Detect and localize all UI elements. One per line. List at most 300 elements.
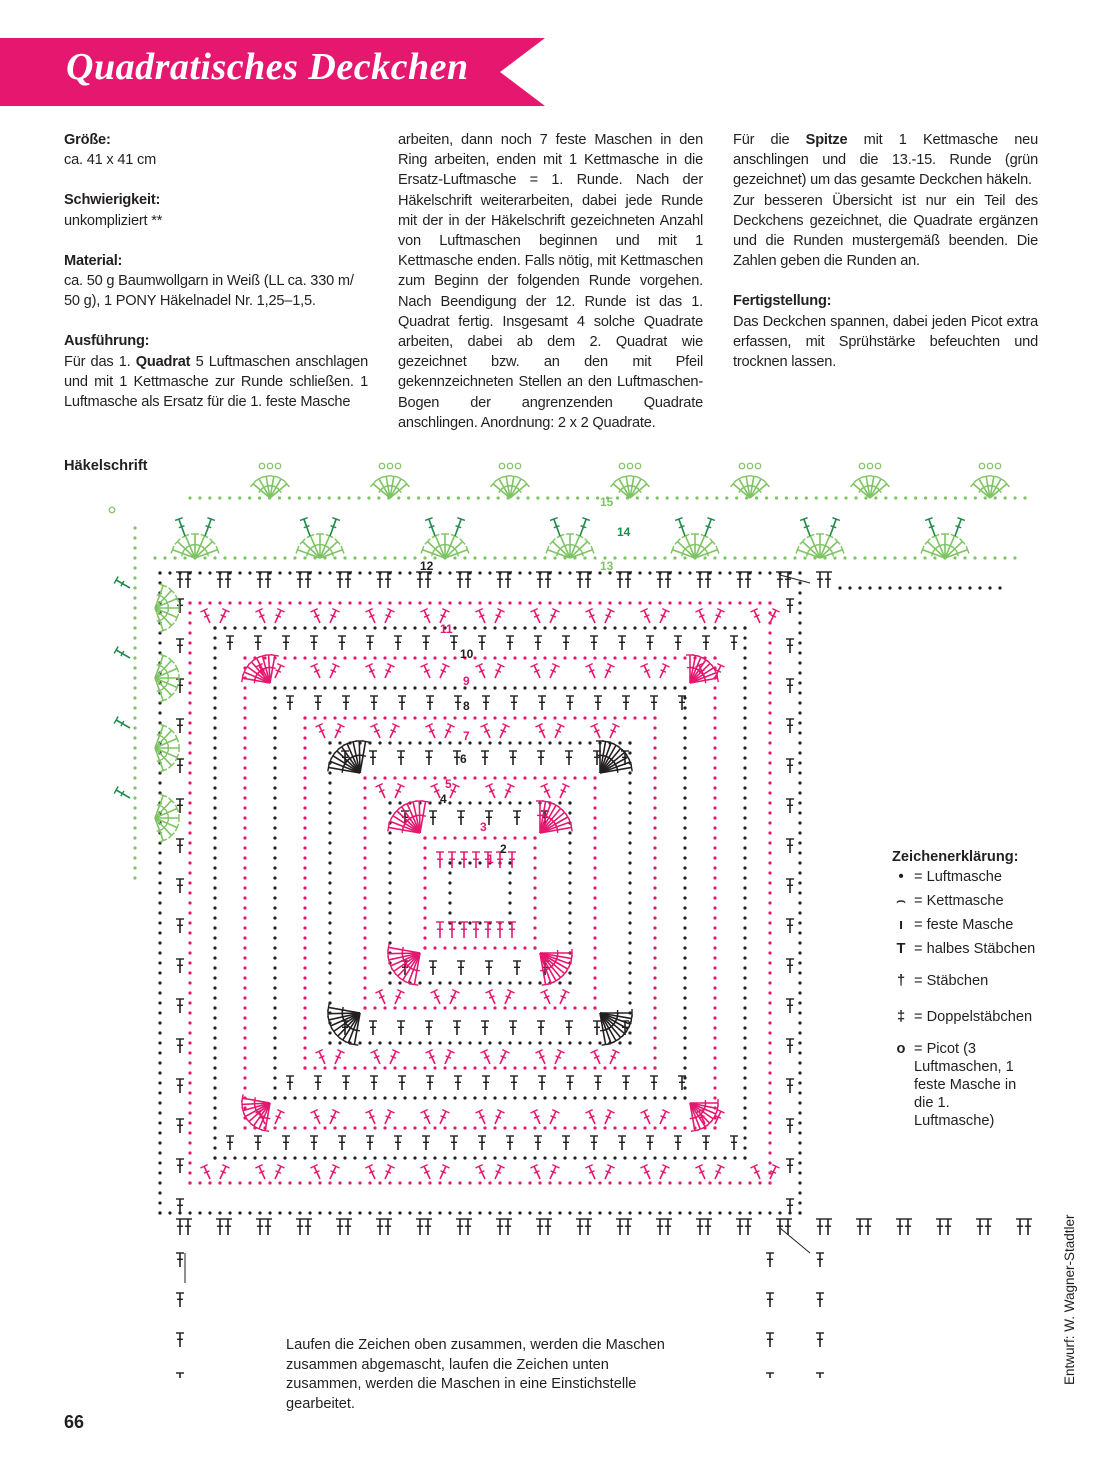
chain-dot (158, 871, 161, 874)
chain-dot (743, 836, 746, 839)
chain-dot (433, 556, 436, 559)
chain-dot (443, 656, 446, 659)
chain-dot (683, 626, 686, 629)
chain-dot (133, 836, 136, 839)
chain-dot (413, 626, 416, 629)
chain-dot (894, 496, 897, 499)
chain-dot (443, 716, 446, 719)
chain-dot (683, 1026, 686, 1029)
chain-dot (328, 1031, 331, 1034)
chain-dot (703, 556, 706, 559)
fan-stitch-top (270, 476, 278, 477)
chain-dot (453, 1126, 456, 1129)
chain-dot (713, 746, 716, 749)
chain-dot (743, 856, 746, 859)
chain-dot (533, 896, 536, 899)
chain-dot (658, 1211, 661, 1214)
chain-dot (713, 876, 716, 879)
chain-dot (333, 656, 336, 659)
chain-dot (653, 926, 656, 929)
chain-dot (423, 626, 426, 629)
round-number-14: 14 (617, 525, 631, 539)
chain-dot (768, 971, 771, 974)
chain-dot (743, 716, 746, 719)
chain-dot (273, 1056, 276, 1059)
chain-dot (798, 861, 801, 864)
chain-dot (403, 1096, 406, 1099)
chain-dot (273, 836, 276, 839)
chain-dot (273, 826, 276, 829)
chain-dot (383, 1096, 386, 1099)
chain-dot (683, 656, 686, 659)
chain-dot (388, 1181, 391, 1184)
picot-icon (499, 463, 505, 469)
chain-dot (273, 806, 276, 809)
chain-dot (393, 1156, 396, 1159)
chain-dot (653, 806, 656, 809)
chain-dot (213, 876, 216, 879)
chain-dot (363, 826, 366, 829)
text-column-2 (398, 130, 703, 433)
chain-dot (188, 621, 191, 624)
fan-stitch-bar (600, 1030, 606, 1031)
chain-dot (533, 1066, 536, 1069)
chain-dot (248, 601, 251, 604)
chain-dot (798, 1141, 801, 1144)
chain-dot (188, 601, 191, 604)
chain-dot (698, 601, 701, 604)
chain-dot (653, 686, 656, 689)
chain-dot (683, 856, 686, 859)
chain-dot (628, 901, 631, 904)
chain-dot (518, 601, 521, 604)
chain-dot (333, 1126, 336, 1129)
chain-dot (303, 886, 306, 889)
chain-dot (158, 961, 161, 964)
chain-dot (363, 716, 366, 719)
chain-dot (363, 556, 366, 559)
chain-dot (523, 1096, 526, 1099)
chain-dot (513, 1156, 516, 1159)
chain-dot (653, 1036, 656, 1039)
chain-dot (423, 926, 426, 929)
chain-dot (543, 556, 546, 559)
chain-dot (433, 1006, 436, 1009)
chain-dot (403, 1126, 406, 1129)
chain-dot (528, 741, 531, 744)
chain-dot (158, 1091, 161, 1094)
chain-dot (213, 1086, 216, 1089)
legend-title: Zeichenerklärung: (892, 849, 1019, 865)
chain-dot (713, 766, 716, 769)
chain-dot (333, 686, 336, 689)
chain-dot (213, 846, 216, 849)
chain-dot (363, 926, 366, 929)
chain-dot (328, 911, 331, 914)
chain-dot (743, 766, 746, 769)
chain-dot (523, 836, 526, 839)
chain-dot (213, 726, 216, 729)
chain-dot (188, 941, 191, 944)
chain-dot (518, 1181, 521, 1184)
chain-dot (243, 856, 246, 859)
picot-icon (267, 463, 273, 469)
chain-dot (573, 686, 576, 689)
chain-dot (448, 901, 451, 904)
chain-dot (798, 581, 801, 584)
chain-dot (363, 836, 366, 839)
chain-dot (683, 796, 686, 799)
chain-dot (798, 1101, 801, 1104)
chain-dot (443, 1156, 446, 1159)
chain-dot (188, 951, 191, 954)
chain-dot (188, 1021, 191, 1024)
chain-dot (133, 786, 136, 789)
chain-dot (653, 866, 656, 869)
chain-dot (728, 601, 731, 604)
chain-dot (568, 981, 571, 984)
chain-dot (628, 741, 631, 744)
chain-dot (373, 1006, 376, 1009)
chain-dot (188, 661, 191, 664)
chain-dot (273, 856, 276, 859)
chain-dot (743, 776, 746, 779)
chain-dot (568, 741, 571, 744)
chain-dot (923, 556, 926, 559)
chain-dot (603, 686, 606, 689)
chain-dot (768, 1011, 771, 1014)
chain-dot (238, 571, 241, 574)
chain-dot (934, 496, 937, 499)
chain-dot (288, 1211, 291, 1214)
chain-dot (743, 966, 746, 969)
chain-dot (243, 1156, 246, 1159)
chain-dot (768, 721, 771, 724)
chain-dot (653, 736, 656, 739)
chain-dot (213, 556, 216, 559)
chain-dot (498, 1211, 501, 1214)
chain-dot (743, 1046, 746, 1049)
chain-dot (874, 496, 877, 499)
chain-dot (413, 1066, 416, 1069)
chain-dot (883, 556, 886, 559)
size-heading: Größe: (64, 132, 111, 148)
chain-dot (463, 716, 466, 719)
fan-stitch-bar (682, 551, 684, 557)
chain-dot (243, 956, 246, 959)
chain-dot (914, 496, 917, 499)
chain-dot (133, 846, 136, 849)
chain-dot (468, 1041, 471, 1044)
chain-dot (403, 626, 406, 629)
picot-icon (747, 463, 753, 469)
chain-dot (673, 1156, 676, 1159)
chain-dot (363, 896, 366, 899)
chain-dot (733, 556, 736, 559)
chain-dot (243, 1006, 246, 1009)
chain-dot (363, 916, 366, 919)
chain-dot (798, 971, 801, 974)
chain-dot (158, 1141, 161, 1144)
chain-dot (683, 1156, 686, 1159)
chain-dot (656, 496, 659, 499)
chain-dot (663, 656, 666, 659)
chain-dot (243, 846, 246, 849)
chain-dot (904, 496, 907, 499)
chain-dot (683, 956, 686, 959)
fan-stitch (420, 801, 426, 833)
chain-dot (363, 976, 366, 979)
chain-dot (388, 971, 391, 974)
chain-dot (133, 856, 136, 859)
instructions-text: arbeiten, dann noch 7 feste Maschen in den Ring arbeiten, enden mit 1 Kettmasche in die Ersatz-Luftmasche = 1. Runde. Nach der Häkelschrift weiterarbeiten, dabei jede Runde mit der in der Häkelschrift gezeichneten Anzahl von Luftmaschen beginnen und mit 1 Kettmasche enden. Falls nötig, mit Kettmaschen zum Beginn der folgenden Runde vorgehen. Nach Beendigung der 12. Runde ist das 1. Quadrat fertig. Insgesamt 4 solche Quadrate arbeiten, dabei ab dem 2. Quadrat wie gezeichnet bzw. an den mit Pfeil gekennzeichneten Stellen an den Luftmaschen-Bogen der angrenzenden Quadrate anschlingen. Anordnung: 2 x 2 Quadrate. (398, 132, 703, 431)
chain-dot (844, 496, 847, 499)
chain-dot (243, 926, 246, 929)
green-stitch-bar (179, 526, 185, 528)
chain-dot (628, 881, 631, 884)
chain-dot (243, 776, 246, 779)
chain-dot (273, 996, 276, 999)
chain-dot (158, 1051, 161, 1054)
chain-dot (328, 951, 331, 954)
chain-dot (528, 1211, 531, 1214)
material-line-1: ca. 50 g Baumwollgarn in Weiß (LL ca. 330 m/ (64, 273, 354, 290)
chain-dot (373, 686, 376, 689)
chain-dot (628, 911, 631, 914)
chain-dot (798, 931, 801, 934)
chain-dot (558, 801, 561, 804)
chain-dot (663, 556, 666, 559)
chain-dot (413, 1006, 416, 1009)
fan-stitch (360, 741, 366, 773)
chain-dot (798, 681, 801, 684)
chain-dot (743, 796, 746, 799)
chain-dot (363, 626, 366, 629)
chain-dot (293, 626, 296, 629)
chain-dot (398, 571, 401, 574)
chain-dot (593, 886, 596, 889)
chain-dot (583, 1126, 586, 1129)
chain-dot (328, 801, 331, 804)
chain-dot (566, 496, 569, 499)
chain-dot (323, 626, 326, 629)
chain-dot (273, 876, 276, 879)
chain-dot (293, 1126, 296, 1129)
chain-dot (763, 556, 766, 559)
chain-dot (453, 656, 456, 659)
chain-dot (243, 736, 246, 739)
chain-dot (643, 1126, 646, 1129)
chain-dot (743, 996, 746, 999)
chain-dot (743, 826, 746, 829)
chain-dot (798, 1201, 801, 1204)
chain-dot (593, 716, 596, 719)
chain-dot (158, 951, 161, 954)
round-number-7: 7 (463, 729, 470, 743)
chain-dot (488, 741, 491, 744)
chain-dot (413, 716, 416, 719)
chain-dot (513, 686, 516, 689)
chain-dot (258, 1181, 261, 1184)
chain-dot (593, 966, 596, 969)
picot-icon (515, 463, 521, 469)
chain-dot (438, 1211, 441, 1214)
chain-dot (518, 981, 521, 984)
chain-dot (453, 626, 456, 629)
chain-dot (418, 741, 421, 744)
chain-dot (768, 1081, 771, 1084)
fan-stitch-top (390, 476, 398, 477)
fan-stitch-bar (617, 767, 618, 773)
chain-dot (628, 1041, 631, 1044)
chain-dot (538, 1181, 541, 1184)
chain-dot (208, 496, 211, 499)
chain-dot (158, 711, 161, 714)
chain-dot (768, 681, 771, 684)
chain-dot (713, 696, 716, 699)
chain-dot (133, 596, 136, 599)
chain-dot (273, 776, 276, 779)
picot-icon (379, 463, 385, 469)
chain-dot (743, 876, 746, 879)
chain-dot (453, 1066, 456, 1069)
chain-dot (173, 556, 176, 559)
chain-dot (768, 571, 771, 574)
chain-dot (533, 876, 536, 879)
chain-dot (273, 746, 276, 749)
chain-dot (293, 556, 296, 559)
chain-dot (428, 1181, 431, 1184)
chain-dot (473, 1096, 476, 1099)
chain-dot (653, 906, 656, 909)
chain-dot (768, 891, 771, 894)
chain-dot (363, 796, 366, 799)
chain-dot (248, 1211, 251, 1214)
chain-dot (628, 1181, 631, 1184)
chain-dot (508, 801, 511, 804)
chain-dot (768, 1181, 771, 1184)
chain-dot (333, 1066, 336, 1069)
chain-dot (243, 946, 246, 949)
chain-dot (423, 896, 426, 899)
chain-dot (303, 656, 306, 659)
chain-dot (188, 711, 191, 714)
chain-dot (383, 1066, 386, 1069)
chain-dot (713, 556, 716, 559)
chain-dot (653, 746, 656, 749)
chain-dot (213, 786, 216, 789)
chain-dot (713, 736, 716, 739)
chain-dot (133, 586, 136, 589)
chain-dot (568, 831, 571, 834)
chain-dot (158, 1131, 161, 1134)
chain-dot (688, 601, 691, 604)
chain-dot (728, 571, 731, 574)
chain-dot (423, 876, 426, 879)
chain-dot (593, 996, 596, 999)
chain-dot (523, 1006, 526, 1009)
chain-dot (303, 1066, 306, 1069)
chain-dot (588, 601, 591, 604)
chain-dot (743, 1136, 746, 1139)
difficulty-heading: Schwierigkeit: (64, 192, 161, 209)
chain-dot (313, 656, 316, 659)
chain-dot (773, 556, 776, 559)
chain-dot (273, 976, 276, 979)
chain-dot (158, 991, 161, 994)
chain-dot (303, 866, 306, 869)
chain-dot (213, 906, 216, 909)
chain-dot (318, 1181, 321, 1184)
chain-dot (713, 916, 716, 919)
chain-dot (673, 556, 676, 559)
chain-dot (1003, 556, 1006, 559)
chain-dot (133, 746, 136, 749)
chain-dot (653, 656, 656, 659)
green-stitch-bar (456, 526, 462, 528)
chain-dot (403, 686, 406, 689)
chain-dot (528, 601, 531, 604)
chain-dot (448, 801, 451, 804)
chain-dot (563, 656, 566, 659)
chain-dot (353, 1096, 356, 1099)
chain-dot (628, 951, 631, 954)
chain-dot (303, 746, 306, 749)
overview-text: Zur besseren Übersicht ist nur ein Teil des Deckchens gezeichnet, die Quadrate ergänzen und die Runden mustergemäß beenden. Die Zahlen geben die Runden an. (733, 192, 1038, 270)
chain-dot (393, 1066, 396, 1069)
chain-dot (653, 716, 656, 719)
chain-dot (353, 1156, 356, 1159)
chain-dot (924, 496, 927, 499)
chain-dot (583, 556, 586, 559)
chain-dot (518, 1041, 521, 1044)
chain-dot (663, 686, 666, 689)
chain-dot (533, 946, 536, 949)
chain-dot (303, 806, 306, 809)
chain-dot (393, 1096, 396, 1099)
chain-dot (593, 796, 596, 799)
chain-dot (798, 811, 801, 814)
chain-dot (188, 1111, 191, 1114)
chain-dot (133, 666, 136, 669)
chain-dot (188, 881, 191, 884)
chain-dot (798, 961, 801, 964)
chain-dot (743, 746, 746, 749)
chain-dot (743, 976, 746, 979)
chain-dot (798, 981, 801, 984)
chain-dot (778, 1211, 781, 1214)
chain-dot (478, 1041, 481, 1044)
chain-dot (388, 1211, 391, 1214)
chain-dot (458, 801, 461, 804)
picot-icon: o (896, 1041, 906, 1057)
chain-dot (713, 926, 716, 929)
chain-dot (433, 776, 436, 779)
chain-dot (498, 741, 501, 744)
chain-dot (608, 1181, 611, 1184)
chain-dot (188, 721, 191, 724)
chain-dot (713, 976, 716, 979)
chain-dot (213, 1096, 216, 1099)
chain-dot (303, 1026, 306, 1029)
chain-dot (398, 981, 401, 984)
round-number-6: 6 (460, 752, 467, 766)
chain-dot (188, 651, 191, 654)
legend-item-half-double (892, 940, 1054, 958)
chain-dot (713, 836, 716, 839)
fan-stitch-bar (557, 551, 559, 557)
chain-dot (703, 1156, 706, 1159)
